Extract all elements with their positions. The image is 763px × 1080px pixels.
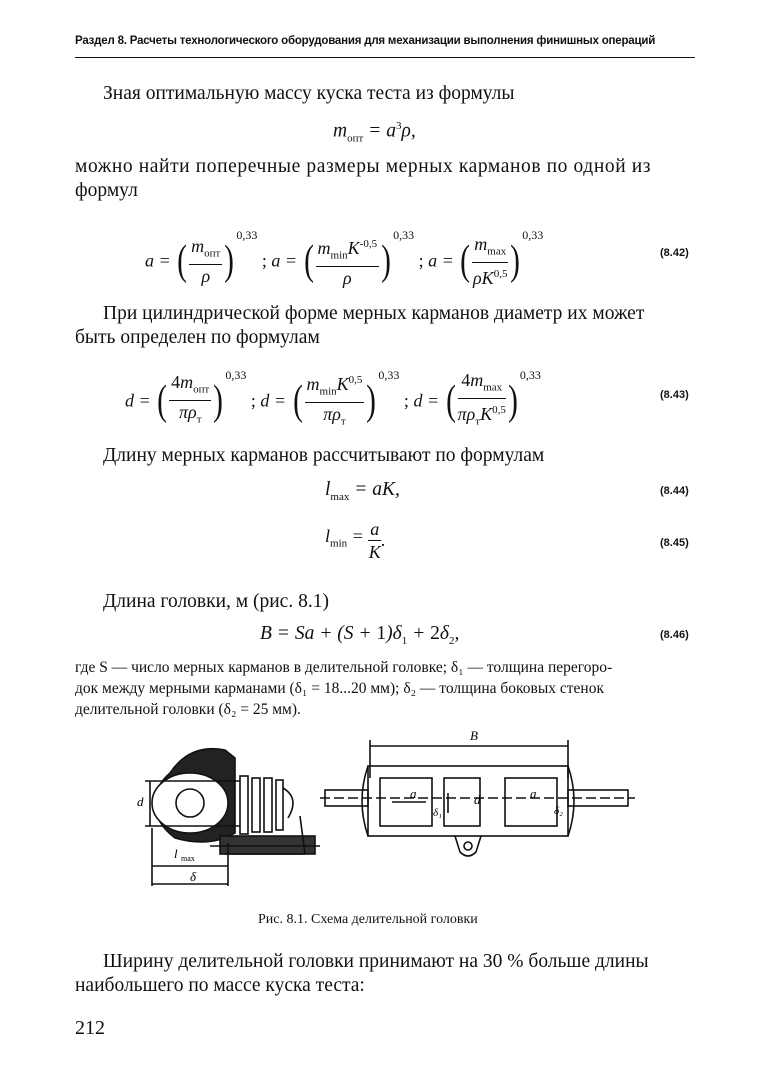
- equation-number-8-45: (8.45): [660, 537, 689, 549]
- fig-label-d-2: d: [474, 792, 481, 807]
- fig-label-lmax-sub: max: [181, 854, 195, 863]
- fig-label-a: a: [410, 786, 417, 801]
- equation-number-8-43: (8.43): [660, 389, 689, 401]
- equation-8-42: a = ( $\frac{m_{опт}}{\rho}$ )$^{0,33}$ ; a = ( $\frac{m_{min}K^{-0,5}}{\rho}$ )$^{0,33}$ ; a = ( $\frac{m_{max}}{\rho K^{0,5}}$ )$^{0,33}$: [145, 228, 544, 289]
- fig-label-a-2: a: [530, 786, 537, 801]
- fig-label-delta1: δ₁: [433, 807, 442, 819]
- fig-label-B: B: [470, 728, 478, 743]
- paragraph-6-line-1: Ширину делительной головки принимают на 30 % больше длины: [103, 951, 649, 972]
- running-header: Раздел 8. Расчеты технологического оборудования для механизации выполнения финишных операций: [75, 35, 656, 47]
- equation-8-46: $B = Sa + (S + 1)\delta_1 + 2\delta_2$,: [260, 623, 460, 647]
- equation-8-44: $l_{max}$ = aK,: [325, 479, 400, 503]
- figure-dividing-head: [130, 718, 640, 903]
- fig-label-d: d: [137, 794, 144, 809]
- paragraph-2-line-2: формул: [75, 180, 138, 201]
- where-line-2: док между мерными карманами (δ₁ = 18...20 мм); δ₂ — толщина боковых стенок: [75, 680, 605, 697]
- equation-number-8-46: (8.46): [660, 629, 689, 641]
- paragraph-1: Зная оптимальную массу куска теста из формулы: [103, 83, 515, 104]
- paragraph-5: Длина головки, м (рис. 8.1): [103, 591, 329, 612]
- formula-mopt: $m_{опт} = a^3\rho$,: [333, 120, 416, 145]
- paragraph-4: Длину мерных карманов рассчитывают по формулам: [103, 445, 545, 466]
- equation-8-43: d = ( $\frac{4m_{опт}}{\pi\rho_т}$ )$^{0,33}$ ; d = ( $\frac{m_{min}K^{0,5}}{\pi\rho_т}$ )$^{0,33}$ ; d = ( $\frac{4m_{max}}{\pi\rho_тK^{0,5}}$ )$^{0,33}$: [125, 368, 541, 428]
- figure-caption: Рис. 8.1. Схема делительной головки: [258, 912, 478, 927]
- equation-8-45: $l_{min}$ = $\frac{a}{K}$ .: [325, 519, 386, 562]
- left-view: [145, 749, 320, 886]
- equation-number-8-44: (8.44): [660, 485, 689, 497]
- fig-label-delta2: δ₂: [554, 805, 563, 817]
- where-line-1: где S — число мерных карманов в делительной головке; δ₁ — толщина перегоро-: [75, 659, 613, 676]
- header-rule: [75, 57, 695, 58]
- fig-label-lmax: l: [174, 846, 178, 861]
- paragraph-3-line-2: быть определен по формулам: [75, 327, 320, 348]
- fig-label-delta: δ: [190, 869, 197, 884]
- paragraph-2-line-1: можно найти поперечные размеры мерных карманов по одной из: [75, 156, 652, 177]
- paragraph-3-line-1: При цилиндрической форме мерных карманов диаметр их может: [103, 303, 645, 324]
- equation-number-8-42: (8.42): [660, 247, 689, 259]
- page-number: 212: [75, 1017, 105, 1039]
- paragraph-6-line-2: наибольшего по массе куска теста:: [75, 975, 365, 996]
- where-line-3: делительной головки (δ₂ = 25 мм).: [75, 701, 301, 718]
